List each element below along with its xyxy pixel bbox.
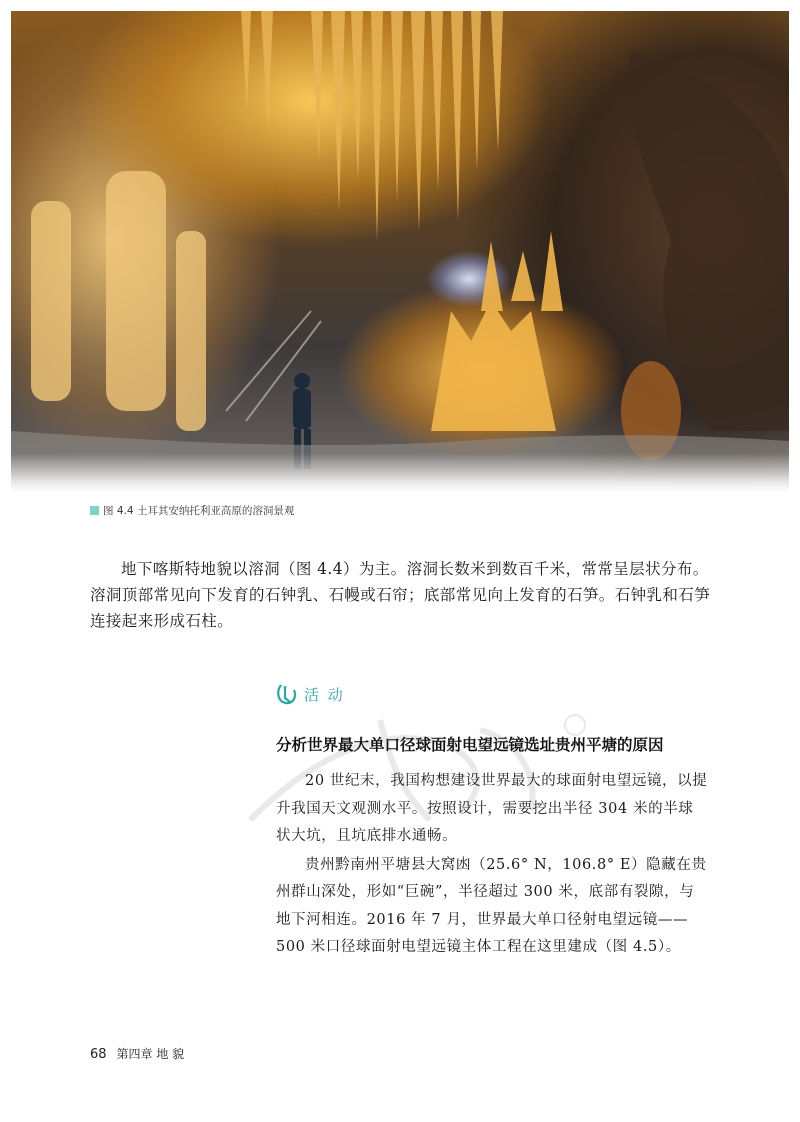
activity-title: 分析世界最大单口径球面射电望远镜选址贵州平塘的原因 <box>276 736 664 754</box>
body-text <box>90 556 715 634</box>
caption-square-icon <box>90 506 99 515</box>
figure-caption <box>90 503 294 518</box>
figure-caption-text: 图 4.4 土耳其安纳托利亚高原的溶洞景观 <box>103 505 295 517</box>
activity-paragraph: 20 世纪末，我国构想建设世界最大的球面射电望远镜，以提升我国天文观测水平。按照设计，需要挖出半径 304 米的半球状大坑，且坑底排水通畅。 <box>276 773 708 844</box>
chapter-title: 第四章 地 貌 <box>116 1047 185 1061</box>
page-footer <box>90 1045 184 1062</box>
page-number: 68 <box>90 1047 107 1062</box>
body-paragraph: 地下喀斯特地貌以溶洞（图 4.4）为主。溶洞长数米到数百千米，常常呈层状分布。溶洞顶部常见向下发育的石钟乳、石幔或石帘；底部常见向上发育的石笋。石钟乳和石笋连接起来形成石柱。 <box>90 560 711 630</box>
activity-header <box>276 682 345 706</box>
activity-icon <box>276 682 298 706</box>
activity-body <box>276 768 708 963</box>
cave-photo <box>11 11 789 493</box>
cave-illustration <box>11 11 789 493</box>
activity-label: 活 动 <box>304 685 345 704</box>
activity-paragraph: 贵州黔南州平塘县大窝凼（25.6° N，106.8° E）隐藏在贵州群山深处，形如“巨碗”，半径超过 300 米，底部有裂隙，与地下河相连。2016 年 7 月，世界最大单口径射电望远镜——500 米口径球面射电望远镜主体工程在这里建成（图 4.5）。 <box>276 856 707 955</box>
